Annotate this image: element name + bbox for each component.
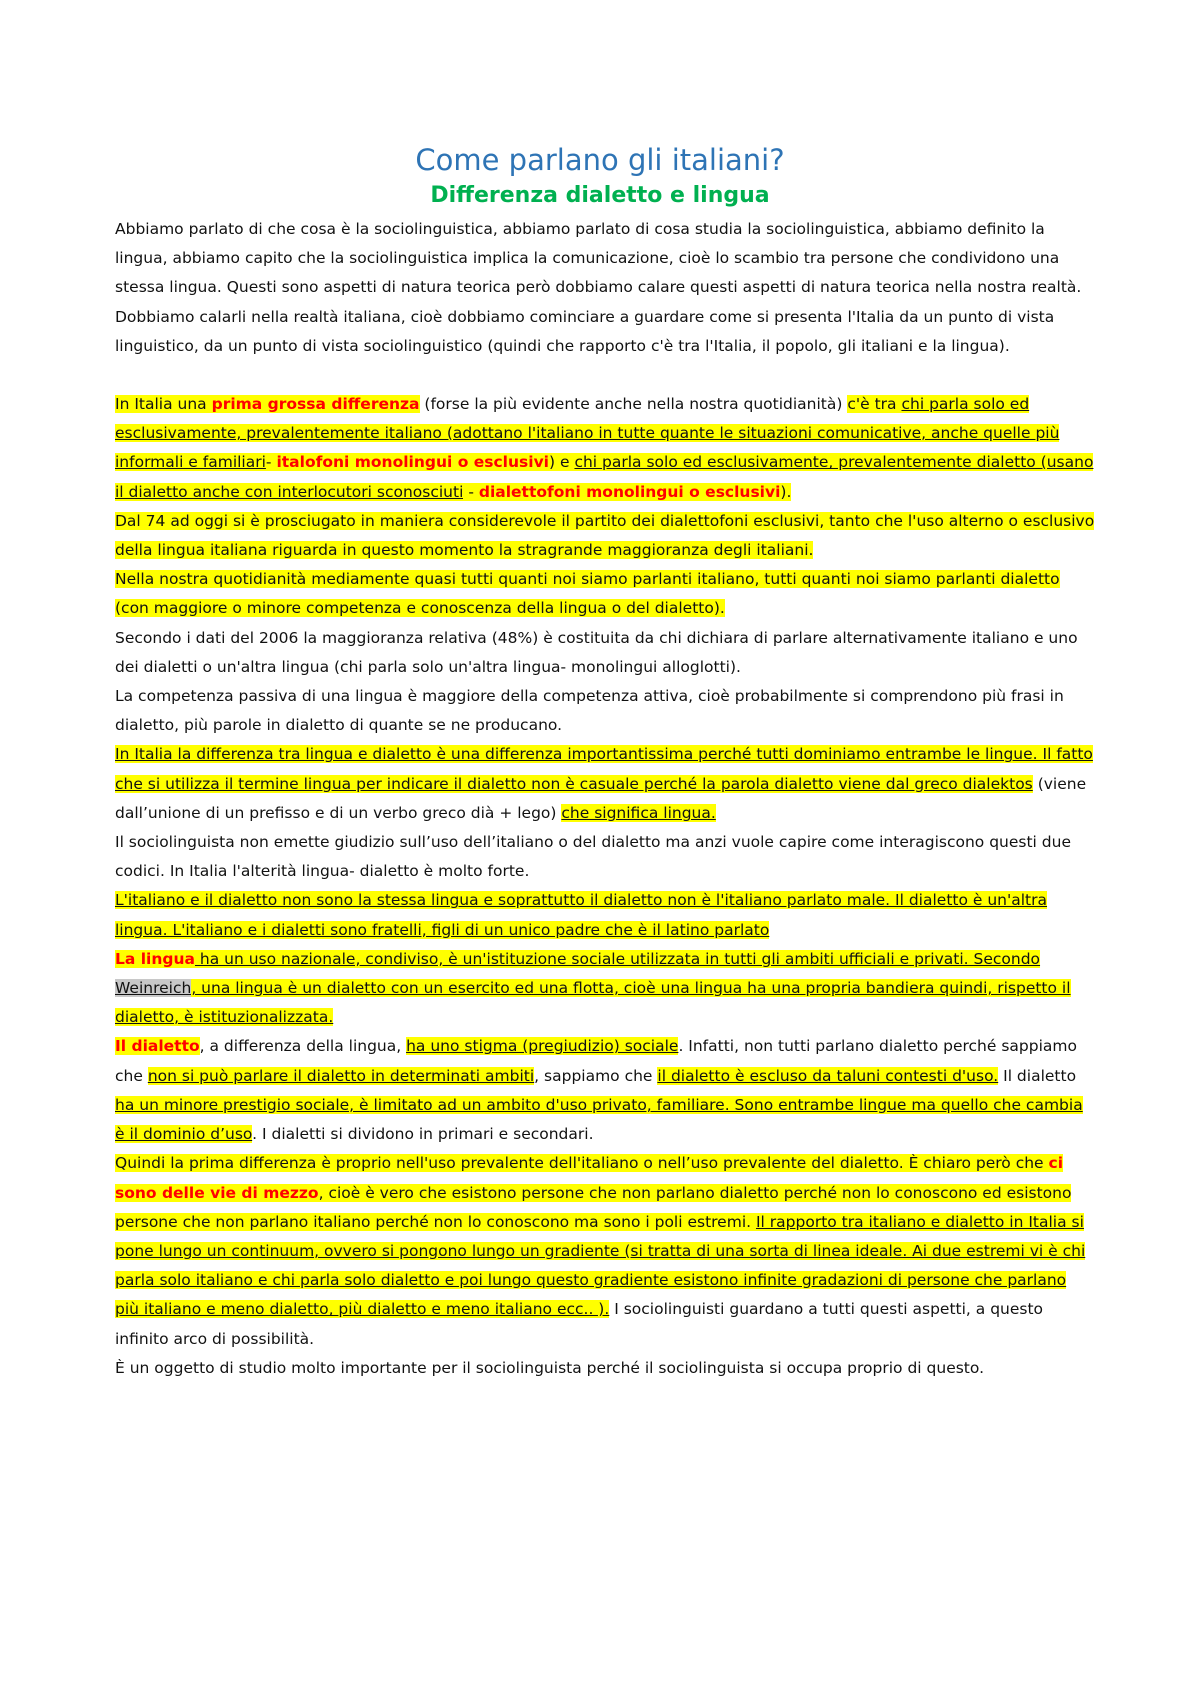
highlighted-text: , cioè è vero che esistono persone che non parlano dialetto perché non lo conoscono ed esistono persone che non parlano italiano perché non lo conoscono ma sono i poli estremi. xyxy=(115,1183,1072,1231)
underlined-text: ha un uso nazionale, condiviso, è un'istituzione sociale utilizzata in tutti gli ambiti ufficiali e privati. Secondo xyxy=(194,949,1041,968)
underlined-text: , una lingua è un dialetto con un esercito ed una flotta, cioè una lingua ha una propria bandiera quindi, rispetto il dialetto, è istituzionalizzata. xyxy=(115,979,1071,1027)
paragraph-intro: Abbiamo parlato di che cosa è la sociolinguistica, abbiamo parlato di cosa studia la sociolinguistica, abbiamo definito la lingua, abbiamo capito che la sociolinguistica implica la comunicazione, cioè lo scambio tra persone che condividono una stessa lingua. Questi sono aspetti di natura teorica però dobbiamo calare questi aspetti di natura teorica nella nostra realtà. Dobbiamo calarli nella realtà italiana, cioè dobbiamo cominciare a guardare come si presenta l'Italia da un punto di vista linguistico, da un punto di vista sociolinguistico (quindi che rapporto c'è tra l'Italia, il popolo, gli italiani e la lingua). xyxy=(115,220,1082,355)
underlined-text: ha un minore prestigio sociale, è limitato ad un ambito d'uso privato, familiare. Sono entrambe lingue ma quello che cambia è il dominio d’uso xyxy=(115,1095,1083,1144)
paragraph-everyday xyxy=(115,565,1095,623)
text-run: In Italia una xyxy=(115,395,212,414)
underlined-text: Il rapporto tra italiano e dialetto in Italia si pone lungo un continuum, ovvero si pongono lungo un gradiente (si tratta di una sorta di linea ideale. Ai due estremi vi è chi parla solo italiano e chi parla solo dialetto e poi lungo questo gradiente esistono infinite gradazioni di persone che parlano più italiano e meno dialetto, più dialetto e meno italiano ecc.. ). xyxy=(115,1212,1086,1319)
paragraph-2006-data: Secondo i dati del 2006 la maggioranza relativa (48%) è costituita da chi dichiara di parlare alternativamente italiano e uno dei dialetti o un'altra lingua (chi parla solo un'altra lingua- monolingui alloglotti). xyxy=(115,628,1078,676)
emphasis-text: italofoni monolingui o esclusivi xyxy=(276,453,549,472)
page-subtitle: Differenza dialetto e lingua xyxy=(430,183,770,208)
text-run: ). xyxy=(780,482,792,501)
underlined-text: L'italiano e il dialetto non sono la stessa lingua e soprattutto il dialetto non è l'italiano parlato male. Il dialetto è un'altra lingua. L'italiano e i dialetti sono fratelli, figli di un unico padre che è il latino parlato xyxy=(115,891,1048,939)
paragraph-since-74 xyxy=(115,507,1095,565)
text-run: - xyxy=(265,453,277,472)
underlined-text: ha uno stigma (pregiudizio) sociale xyxy=(406,1037,679,1056)
paragraph-il-dialetto xyxy=(115,1032,1095,1149)
underlined-text: In Italia la differenza tra lingua e dialetto è una differenza importantissima perché tutti dominiamo entrambe le lingue. Il fatto che si utilizza il termine lingua per indicare il dialetto non è casuale perché la parola dialetto viene dal greco dialektos xyxy=(115,745,1093,793)
emphasis-text: dialettofoni monolingui o esclusivi xyxy=(478,482,781,501)
emphasis-text: Il dialetto xyxy=(115,1037,200,1056)
paragraph-first-difference xyxy=(115,390,1095,507)
emphasis-text: ci sono delle vie di mezzo xyxy=(115,1154,1064,1202)
underlined-text: il dialetto è escluso da taluni contesti d'uso. xyxy=(657,1066,999,1085)
text-run: I sociolinguisti guardano a tutti questi aspetti, a questo infinito arco di possibilità. xyxy=(115,1300,1044,1348)
page-title: Come parlano gli italiani? xyxy=(415,143,785,177)
name-weinreich: Weinreich xyxy=(115,979,192,998)
paragraph-la-lingua xyxy=(115,945,1095,1033)
underlined-text: che significa lingua. xyxy=(561,803,716,822)
paragraph-continuum xyxy=(115,1149,1095,1353)
text-run: Il dialetto xyxy=(998,1066,1077,1085)
emphasis-text: prima grossa differenza xyxy=(211,395,420,414)
highlighted-text: Dal 74 ad oggi si è prosciugato in maniera considerevole il partito dei dialettofoni esclusivi, tanto che l'uso alterno o esclusivo della lingua italiana riguarda in questo momento la stragrande maggioranza degli italiani. xyxy=(115,511,1095,560)
paragraph-dialektos xyxy=(115,740,1095,828)
paragraph-conclusion: È un oggetto di studio molto importante per il sociolinguista perché il sociolinguista si occupa proprio di questo. xyxy=(115,1358,985,1377)
text-run: c'è tra xyxy=(847,395,902,414)
text-run: - xyxy=(463,482,479,501)
paragraph-passive-competence: La competenza passiva di una lingua è maggiore della competenza attiva, cioè probabilmente si comprendono più frasi in dialetto, più parole in dialetto di quante se ne producano. xyxy=(115,687,1064,735)
underlined-text: non si può parlare il dialetto in determinati ambiti xyxy=(147,1066,535,1085)
text-run: (forse la più evidente anche nella nostra quotidianità) xyxy=(419,395,848,414)
highlighted-text: Quindi la prima differenza è proprio nell'uso prevalente dell'italiano o nell’uso prevalente del dialetto. È chiaro però che xyxy=(115,1154,1049,1173)
underlined-text: chi parla solo ed esclusivamente, prevalentemente dialetto (usano il dialetto anche con interlocutori sconosciuti xyxy=(115,453,1094,501)
underlined-text: chi parla solo ed esclusivamente, prevalentemente italiano (adottano l'italiano in tutte quante le situazioni comunicative, anche quelle più informali e familiari xyxy=(115,395,1060,472)
emphasis-text: La lingua xyxy=(115,949,195,968)
document-body xyxy=(115,215,1095,1383)
paragraph-spacer xyxy=(115,361,1095,390)
text-run: (viene dall’unione di un prefisso e di un verbo greco dià + lego) xyxy=(115,774,1087,822)
paragraph-brothers xyxy=(115,886,1095,944)
text-run: , sappiamo che xyxy=(534,1066,658,1085)
paragraph-sociolinguist: Il sociolinguista non emette giudizio sull’uso dell’italiano o del dialetto ma anzi vuole capire come interagiscono questi due codici. In Italia l'alterità lingua- dialetto è molto forte. xyxy=(115,833,1071,881)
text-run: . I dialetti si dividono in primari e secondari. xyxy=(252,1125,594,1144)
text-run: ) e xyxy=(549,453,575,472)
text-run: . Infatti, non tutti parlano dialetto perché sappiamo che xyxy=(115,1037,1077,1085)
text-run: , a differenza della lingua, xyxy=(199,1037,407,1056)
highlighted-text: Nella nostra quotidianità mediamente quasi tutti quanti noi siamo parlanti italiano, tutti quanti noi siamo parlanti dialetto (con maggiore o minore competenza e conoscenza della lingua o del dialetto). xyxy=(115,570,1060,618)
